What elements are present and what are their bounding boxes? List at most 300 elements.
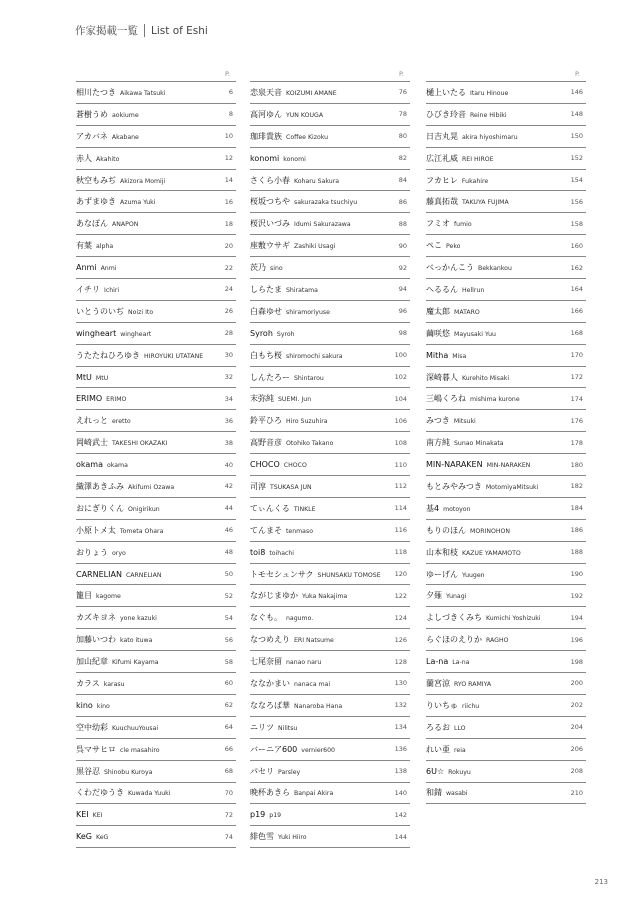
artist-row <box>76 739 236 761</box>
artist-name-jp: 繭咲悠 <box>426 328 450 338</box>
artist-name-en: KeG <box>95 834 109 842</box>
artist-name <box>426 787 468 798</box>
artist-row <box>250 235 410 257</box>
artist-row <box>76 235 236 257</box>
artist-row <box>426 104 586 126</box>
artist-row <box>426 257 586 279</box>
artist-row <box>426 301 586 323</box>
artist-row <box>250 826 410 848</box>
artist-name-jp: 籠目 <box>76 591 92 601</box>
artist-name-en: Peko <box>446 243 461 251</box>
artist-name-jp: 晩杯あきら <box>250 788 290 798</box>
artist-name-en: Yuki Hiiro <box>278 834 307 842</box>
artist-name-jp: 南方純 <box>426 438 450 448</box>
artist-column-3 <box>426 70 586 804</box>
artist-name-en: fumio <box>454 221 472 229</box>
artist-name-en: ERI Natsume <box>294 637 334 645</box>
artist-name-en: sakurazaka tsuchiyu <box>294 199 358 207</box>
artist-row <box>250 607 410 629</box>
artist-name-jp: 和錆 <box>426 788 442 798</box>
artist-row <box>250 323 410 345</box>
artist-row <box>426 739 586 761</box>
artist-name-jp: べっかんこう <box>426 263 474 273</box>
artist-name-en: Banpai Akira <box>294 790 334 798</box>
header-title-jp: 作家掲載一覧 <box>75 25 138 37</box>
artist-page-number: 16 <box>224 197 233 206</box>
artist-name <box>250 262 283 273</box>
artist-name-en: TSUKASA JUN <box>270 483 312 491</box>
artist-name-en: Akabane <box>111 133 139 141</box>
artist-row <box>250 564 410 586</box>
artist-name-en: KAZUE YAMAMOTO <box>462 549 521 557</box>
artist-name-en: tenmaso <box>286 527 313 535</box>
artist-page-number: 60 <box>224 679 233 688</box>
artist-page-number: 204 <box>570 723 583 732</box>
artist-name-jp: トモセシュンサク <box>250 569 314 579</box>
artist-name-jp: えれっと <box>76 416 108 426</box>
artist-name-en: p19 <box>269 812 282 820</box>
artist-name-en: sino <box>270 265 283 273</box>
artist-name-jp: フカヒレ <box>426 175 458 185</box>
artist-name-jp: カラス <box>76 678 100 688</box>
artist-page-number: 20 <box>224 241 233 250</box>
artist-name-jp: なぐも。 <box>250 613 282 623</box>
artist-name-en: RAGHO <box>486 637 509 645</box>
artist-name-jp: ろるお <box>426 722 450 732</box>
artist-name-jp: MIN-NARAKEN <box>426 460 483 470</box>
artist-row <box>250 104 410 126</box>
artist-name <box>250 700 342 711</box>
artist-name <box>76 678 125 689</box>
artist-name-en: Shintarou <box>294 374 324 382</box>
artist-row <box>250 432 410 454</box>
artist-row <box>76 804 236 826</box>
artist-row <box>250 345 410 367</box>
artist-page-number: 144 <box>394 832 407 841</box>
artist-name <box>250 612 313 623</box>
artist-name-en: Onigirikun <box>128 505 160 513</box>
artist-page-number: 98 <box>398 329 407 338</box>
artist-name-jp: wingheart <box>76 328 117 338</box>
artist-name-en: MATARO <box>454 308 480 316</box>
artist-name <box>250 437 333 448</box>
artist-name-en: Misa <box>452 352 467 360</box>
artist-name-jp: Syroh <box>250 328 273 338</box>
artist-name-en: RYO RAMIYA <box>454 680 492 688</box>
artist-name <box>250 393 311 404</box>
artist-name <box>76 306 153 317</box>
artist-name-en: toihachi <box>269 549 295 557</box>
artist-row <box>76 345 236 367</box>
artist-row <box>250 82 410 104</box>
artist-name <box>426 240 460 251</box>
artist-name-jp: ななかまい <box>250 678 290 688</box>
artist-page-number: 96 <box>398 307 407 316</box>
artist-page-number: 54 <box>224 613 233 622</box>
artist-name <box>250 131 328 142</box>
artist-row <box>250 804 410 826</box>
artist-row <box>426 170 586 192</box>
artist-page-number: 124 <box>394 613 407 622</box>
artist-name <box>76 218 138 229</box>
artist-name-jp: 樋上いたる <box>426 87 466 97</box>
artist-page-number: 24 <box>224 285 233 294</box>
artist-name-jp: ゆーげん <box>426 569 458 579</box>
artist-name-jp: もりのほん <box>426 525 466 535</box>
artist-name <box>426 569 485 580</box>
artist-name-en: kato ituwa <box>120 637 153 645</box>
artist-name-jp: CHOCO <box>250 460 280 470</box>
artist-name-en: KEI <box>92 812 103 820</box>
artist-name-en: nanaca mai <box>294 680 331 688</box>
artist-name-jp: しらたま <box>250 284 282 294</box>
artist-row <box>250 520 410 542</box>
artist-name-en: Akizora Momiji <box>120 177 166 185</box>
page-column-label: P. <box>76 70 236 82</box>
artist-name-jp: MtU <box>76 372 92 382</box>
artist-name <box>76 810 102 819</box>
artist-page-number: 26 <box>224 307 233 316</box>
artist-row <box>250 126 410 148</box>
artist-row <box>426 213 586 235</box>
artist-page-number: 152 <box>570 154 583 163</box>
artist-row <box>426 432 586 454</box>
artist-name <box>426 744 466 755</box>
artist-row <box>250 301 410 323</box>
artist-name <box>76 766 152 777</box>
artist-name-en: Kifumi Kayama <box>112 659 159 667</box>
artist-name-jp: ながじまゆか <box>250 591 298 601</box>
artist-name-jp: 岡崎武士 <box>76 438 108 448</box>
artist-page-number: 120 <box>394 570 407 579</box>
artist-name-jp: 珈琲貴族 <box>250 131 282 141</box>
artist-name <box>250 196 357 207</box>
artist-name <box>426 481 538 492</box>
artist-name <box>426 678 491 689</box>
artist-column-1 <box>76 70 236 848</box>
artist-page-number: 130 <box>394 679 407 688</box>
artist-name-en: MtU <box>95 374 109 382</box>
artist-name-jp: 茨乃 <box>250 263 266 273</box>
artist-name <box>76 329 151 338</box>
artist-row <box>426 695 586 717</box>
artist-row <box>76 213 236 235</box>
artist-page-number: 64 <box>224 723 233 732</box>
artist-name-jp: 白もち桜 <box>250 350 282 360</box>
artist-name-jp: 秋空もみぢ <box>76 175 116 185</box>
artist-page-number: 22 <box>224 263 233 272</box>
artist-name-en: Coffee Kizoku <box>286 133 329 141</box>
artist-page-number: 58 <box>224 657 233 666</box>
artist-name-jp: パセリ <box>250 766 274 776</box>
artist-page-number: 162 <box>570 263 583 272</box>
artist-name-jp: 七尾奈留 <box>250 657 282 667</box>
header-title-en: List of Eshi <box>151 24 208 37</box>
artist-name-en: kino <box>96 702 110 710</box>
artist-name-jp: あなぽん <box>76 219 108 229</box>
artist-name-en: Akifumi Ozawa <box>128 483 175 491</box>
artist-row <box>76 564 236 586</box>
artist-name-en: Mitsuki <box>453 418 476 426</box>
artist-page-number: 50 <box>224 570 233 579</box>
artist-page-number: 48 <box>224 548 233 557</box>
artist-name <box>426 700 479 711</box>
artist-name <box>250 87 337 98</box>
artist-row <box>426 454 586 476</box>
artist-name <box>426 503 471 514</box>
artist-name <box>250 460 307 469</box>
artist-row <box>76 673 236 695</box>
artist-name-en: eretto <box>112 418 131 426</box>
artist-name-en: ANAPON <box>112 221 139 229</box>
artist-page-number: 154 <box>570 176 583 184</box>
artist-name-en: Zashiki Usagi <box>294 243 336 251</box>
artist-page-number: 104 <box>394 394 407 403</box>
artist-name-jp: てんまそ <box>250 525 282 535</box>
artist-name <box>76 656 159 667</box>
artist-row <box>76 607 236 629</box>
artist-name-jp: p19 <box>250 810 266 820</box>
artist-page-number: 138 <box>394 767 407 776</box>
artist-name-en: Reine Hibiki <box>470 111 507 119</box>
artist-name-jp: konomi <box>250 153 280 163</box>
artist-row <box>250 257 410 279</box>
artist-name-en: Koharu Sakura <box>294 177 340 185</box>
artist-name-en: oryo <box>112 549 126 557</box>
artist-name <box>250 481 312 492</box>
artist-name-jp: くわだゆうき <box>76 788 124 798</box>
artist-name-jp: 深崎暮人 <box>426 372 458 382</box>
artist-name-en: SHUNSAKU TOMOSE <box>317 571 381 579</box>
artist-name-en: LLO <box>454 724 466 732</box>
artist-name-jp: いとうのいぢ <box>76 306 124 316</box>
artist-name <box>76 394 126 403</box>
artist-name <box>426 590 466 601</box>
artist-name <box>426 262 512 273</box>
artist-name-en: Ichiri <box>104 286 120 294</box>
artist-name-en: KuuchuuYousai <box>112 724 159 732</box>
artist-name-en: Kuwada Yuuki <box>128 790 171 798</box>
artist-row <box>76 170 236 192</box>
artist-name <box>250 569 381 580</box>
artist-page-number: 178 <box>570 438 583 447</box>
artist-name-en: okama <box>106 462 128 470</box>
artist-name-en: Mayusaki Yuu <box>454 330 496 338</box>
artist-name <box>76 109 139 120</box>
artist-name-en: Kurehito Misaki <box>462 374 510 382</box>
artist-page-number: 38 <box>224 438 233 447</box>
artist-name-jp: CARNELIAN <box>76 569 122 579</box>
artist-page-number: 182 <box>570 482 583 491</box>
artist-name-en: Azuma Yuki <box>120 199 156 207</box>
artist-name-en: wasabi <box>446 790 468 798</box>
artist-page-number: 208 <box>570 767 583 776</box>
artist-name-en: Shinobu Kuroya <box>104 768 153 776</box>
artist-name <box>76 612 157 623</box>
artist-name-en: akira hiyoshimaru <box>462 133 518 141</box>
artist-name-jp: らぐほのえりか <box>426 635 482 645</box>
artist-name-en: Otohiko Takano <box>286 440 334 448</box>
artist-name-jp: よしづきくみち <box>426 613 482 623</box>
artist-name-jp: La-na <box>426 657 449 667</box>
artist-page-number: 28 <box>224 329 233 338</box>
artist-name <box>76 701 110 710</box>
artist-row <box>426 564 586 586</box>
artist-name-jp: 加山紀章 <box>76 657 108 667</box>
artist-row <box>250 717 410 739</box>
artist-name <box>426 547 521 558</box>
artist-page-number: 122 <box>394 591 407 600</box>
artist-page-number: 66 <box>224 745 233 754</box>
artist-name-en: shiromochi sakura <box>286 352 343 360</box>
artist-name-en: Hellrun <box>462 286 485 294</box>
artist-name-jp: ERIMO <box>76 394 103 404</box>
artist-name-en: Nilitsu <box>278 724 298 732</box>
artist-name-jp: Anmi <box>76 263 97 273</box>
artist-page-number: 192 <box>570 591 583 600</box>
artist-page-number: 148 <box>570 110 583 119</box>
artist-name <box>426 612 541 623</box>
artist-page-number: 80 <box>398 132 407 141</box>
artist-name-jp: ニリツ <box>250 722 274 732</box>
artist-row <box>250 498 410 520</box>
artist-name-jp: なつめえり <box>250 635 290 645</box>
artist-row <box>76 651 236 673</box>
artist-page-number: 30 <box>224 351 233 360</box>
artist-name <box>250 656 321 667</box>
artist-name-jp: 末弥純 <box>250 394 274 404</box>
artist-row <box>250 279 410 301</box>
artist-name-jp: 藤真拓哉 <box>426 197 458 207</box>
artist-name <box>76 634 152 645</box>
page-header <box>75 23 208 38</box>
artist-page-number: 160 <box>570 241 583 250</box>
artist-name-en: CHOCO <box>283 462 307 470</box>
artist-name-jp: okama <box>76 460 103 470</box>
artist-name-jp: みつき <box>426 416 450 426</box>
artist-page-number: 168 <box>570 329 583 338</box>
artist-name-jp: りいちゅ <box>426 700 458 710</box>
artist-name-en: KOIZUMI AMANE <box>286 89 337 97</box>
artist-name-en: Syroh <box>276 330 295 338</box>
artist-name-jp: 高野音彦 <box>250 438 282 448</box>
artist-name-en: Sunao Minakata <box>454 440 504 448</box>
artist-page-number: 158 <box>570 219 583 228</box>
artist-name <box>250 787 333 798</box>
artist-name-en: nanao naru <box>286 659 322 667</box>
artist-name-en: TAKESHI OKAZAKI <box>112 440 168 448</box>
artist-name-jp: 基4 <box>426 503 440 513</box>
artist-name-jp: フミオ <box>426 219 450 229</box>
artist-name-jp: 座敷ウサギ <box>250 241 290 251</box>
artist-row <box>426 345 586 367</box>
artist-name <box>250 218 351 229</box>
artist-row <box>426 651 586 673</box>
artist-name-en: Aikawa Tatsuki <box>120 89 166 97</box>
artist-name-en: Itaru Hinoue <box>470 89 509 97</box>
artist-name <box>426 722 466 733</box>
artist-row <box>250 542 410 564</box>
artist-name <box>76 437 167 448</box>
artist-name-en: ERIMO <box>106 396 127 404</box>
artist-name <box>76 284 119 295</box>
artist-page-number: 8 <box>228 110 233 119</box>
artist-name-jp: 山本和枝 <box>426 547 458 557</box>
artist-name-jp: Mitha <box>426 350 449 360</box>
artist-page-number: 102 <box>394 373 407 382</box>
artist-name-en: CARNELIAN <box>125 571 162 579</box>
artist-row <box>426 673 586 695</box>
artist-row <box>250 783 410 805</box>
artist-row <box>76 104 236 126</box>
artist-row <box>76 126 236 148</box>
artist-name-jp: あずまゆき <box>76 197 116 207</box>
artist-page-number: 82 <box>398 154 407 163</box>
artist-name-en: TAKUYA FUJIMA <box>462 199 509 207</box>
artist-row <box>426 410 586 432</box>
artist-name <box>250 175 339 186</box>
artist-page-number: 34 <box>224 394 233 403</box>
artist-name <box>426 284 484 295</box>
artist-name-jp: 魔太郎 <box>426 306 450 316</box>
artist-name-en: SUEMI. Jun <box>278 396 312 404</box>
artist-page-number: 86 <box>398 197 407 206</box>
artist-name-en: Parsley <box>278 768 301 776</box>
artist-row <box>76 410 236 432</box>
artist-name-en: YUN KOUGA <box>286 111 324 119</box>
artist-page-number: 180 <box>570 460 583 469</box>
artist-row <box>250 476 410 498</box>
artist-row <box>250 410 410 432</box>
artist-page-number: 90 <box>398 241 407 250</box>
artist-name <box>426 306 480 317</box>
artist-page-number: 146 <box>570 88 583 97</box>
artist-row <box>76 585 236 607</box>
artist-name-en: wingheart <box>120 330 152 338</box>
artist-row <box>76 323 236 345</box>
artist-name-jp: 相川たつき <box>76 87 116 97</box>
artist-page-number: 92 <box>398 263 407 272</box>
artist-name-jp: 空中幼彩 <box>76 722 108 732</box>
artist-page-number: 40 <box>224 460 233 469</box>
artist-name-jp: 司淳 <box>250 481 266 491</box>
artist-name-en: HIROYUKI UTATANE <box>144 352 204 360</box>
artist-row <box>426 388 586 410</box>
artist-page-number: 134 <box>394 723 407 732</box>
artist-row <box>76 761 236 783</box>
artist-name-jp: 夕薙 <box>426 591 442 601</box>
artist-page-number: 74 <box>224 832 233 841</box>
artist-name-en: Kumichi Yoshizuki <box>486 615 541 623</box>
artist-name <box>426 657 469 666</box>
artist-name <box>76 590 121 601</box>
artist-page-number: 76 <box>398 88 407 97</box>
artist-name <box>426 393 520 404</box>
artist-name <box>426 634 509 645</box>
artist-name-jp: ペこ <box>426 241 442 251</box>
artist-page-number: 136 <box>394 745 407 754</box>
artist-row <box>250 673 410 695</box>
artist-row <box>76 629 236 651</box>
artist-name-jp: toi8 <box>250 547 266 557</box>
artist-row <box>250 761 410 783</box>
artist-name <box>250 109 323 120</box>
artist-row <box>426 607 586 629</box>
artist-name <box>76 175 165 186</box>
artist-name <box>76 722 158 733</box>
artist-name-en: alpha <box>96 243 114 251</box>
artist-name <box>76 547 126 558</box>
